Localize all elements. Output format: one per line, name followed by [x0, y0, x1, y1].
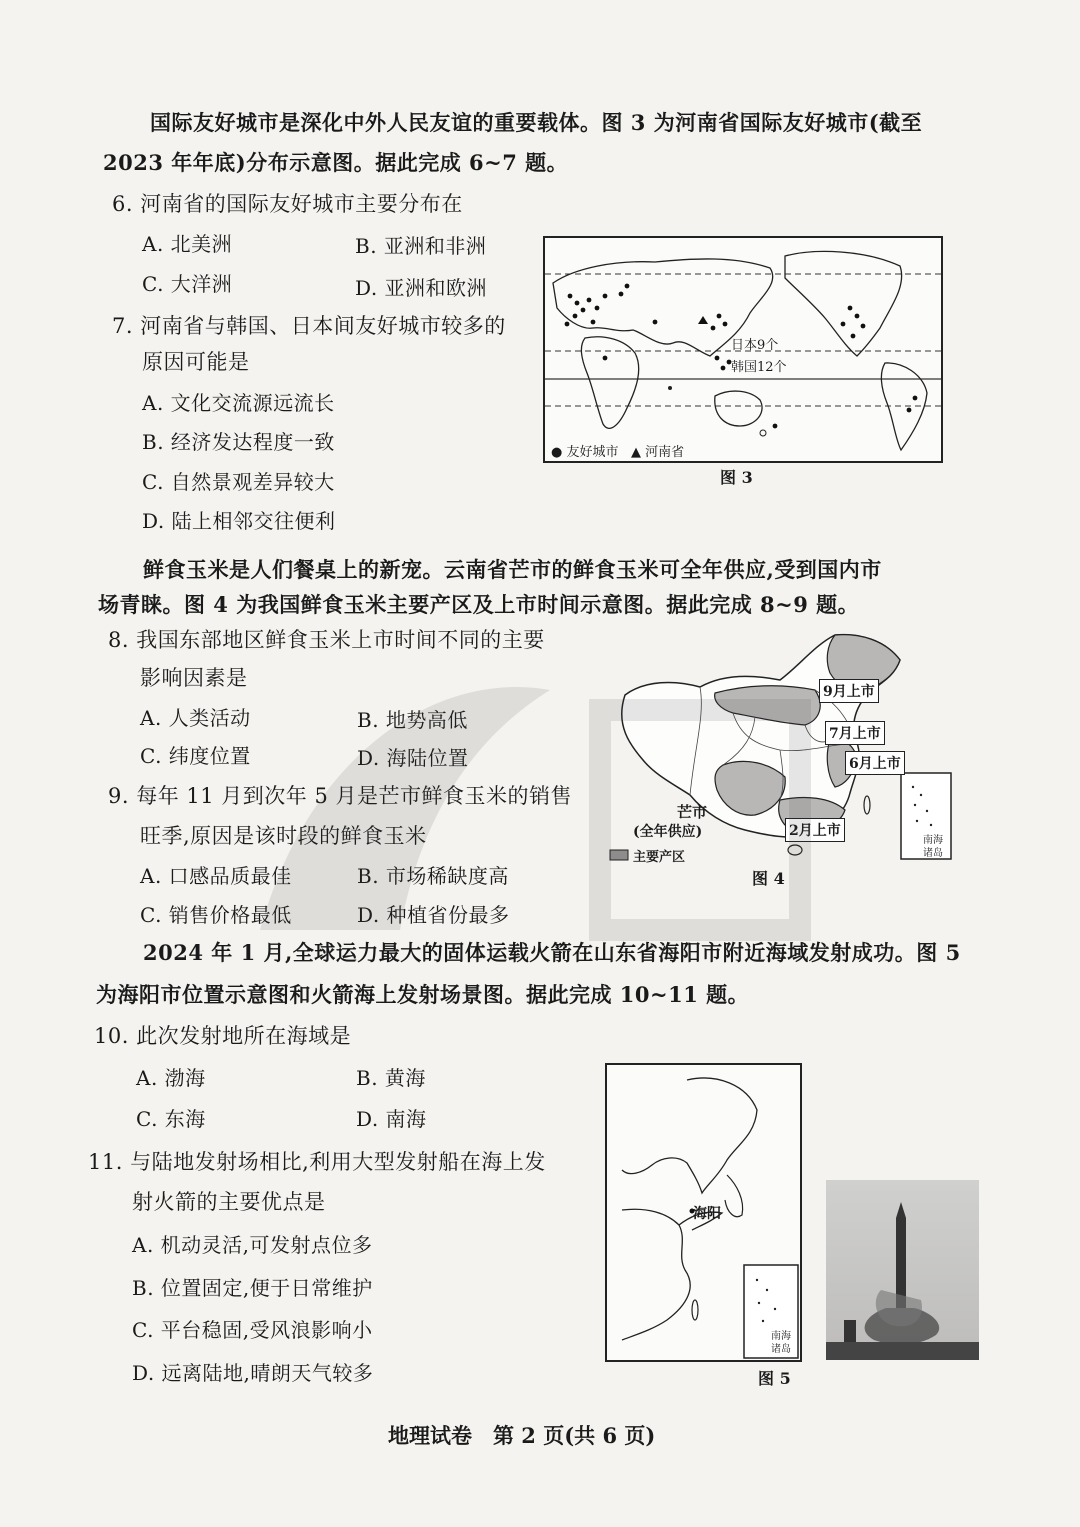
- label-year-round: (全年供应): [633, 824, 703, 840]
- q9-stem-line-1: 9. 每年 11 月到次年 5 月是芒市鲜食玉米的销售: [108, 784, 572, 808]
- q9-option-a[interactable]: A. 口感品质最佳: [140, 864, 292, 888]
- fig5-scs-label-2: 诸岛: [771, 1344, 791, 1355]
- legend-friendly-city: ● 友好城市: [551, 445, 619, 460]
- figure-3-caption: 图 3: [720, 468, 753, 487]
- q11-option-a[interactable]: A. 机动灵活,可发射点位多: [132, 1233, 373, 1257]
- q8-stem-line-1: 8. 我国东部地区鲜食玉米上市时间不同的主要: [108, 628, 545, 652]
- q6-option-b[interactable]: B. 亚洲和非洲: [355, 234, 487, 258]
- intro-3-line-1: 2024 年 1 月,全球运力最大的固体运载火箭在山东省海阳市附近海域发射成功。图 5: [143, 940, 961, 965]
- figure-4-caption: 图 4: [752, 869, 785, 888]
- q9-option-b[interactable]: B. 市场稀缺度高: [357, 864, 509, 888]
- q7-option-d[interactable]: D. 陆上相邻交往便利: [142, 509, 336, 533]
- intro-3-line-2: 为海阳市位置示意图和火箭海上发射场景图。据此完成 10~11 题。: [96, 982, 750, 1007]
- page-footer: 地理试卷 第 2 页(共 6 页): [388, 1423, 656, 1448]
- rocket-launch-photo: [826, 1180, 979, 1360]
- q9-stem-line-2: 旺季,原因是该时段的鲜食玉米: [140, 824, 427, 848]
- q7-stem-line-1: 7. 河南省与韩国、日本间友好城市较多的: [112, 314, 506, 338]
- q8-stem-line-2: 影响因素是: [140, 666, 248, 690]
- figure-3-world-map: [543, 236, 943, 463]
- q6-option-d[interactable]: D. 亚洲和欧洲: [355, 276, 488, 300]
- q10-option-a[interactable]: A. 渤海: [136, 1066, 206, 1090]
- legend-henan-text: 河南省: [645, 445, 685, 460]
- label-haiyang: 海阳: [693, 1206, 721, 1222]
- q10-option-c[interactable]: C. 东海: [136, 1107, 206, 1131]
- legend-main-region: 主要产区: [633, 850, 686, 865]
- q7-option-a[interactable]: A. 文化交流源远流长: [142, 391, 335, 415]
- q11-stem-line-1: 11. 与陆地发射场相比,利用大型发射船在海上发: [88, 1150, 546, 1174]
- figure-5-location-map: [605, 1063, 802, 1362]
- q9-option-d[interactable]: D. 种植省份最多: [357, 903, 510, 927]
- q8-option-c[interactable]: C. 纬度位置: [140, 744, 251, 768]
- q10-stem: 10. 此次发射地所在海域是: [94, 1024, 352, 1048]
- intro-1-line-1: 国际友好城市是深化中外人民友谊的重要载体。图 3 为河南省国际友好城市(截至: [150, 110, 923, 135]
- intro-1-line-2: 2023 年年底)分布示意图。据此完成 6~7 题。: [103, 150, 569, 175]
- q11-option-c[interactable]: C. 平台稳固,受风浪影响小: [132, 1318, 373, 1342]
- q9-option-c[interactable]: C. 销售价格最低: [140, 903, 292, 927]
- q8-option-d[interactable]: D. 海陆位置: [357, 746, 469, 770]
- intro-2-line-2: 场青睐。图 4 为我国鲜食玉米主要产区及上市时间示意图。据此完成 8~9 题。: [98, 592, 860, 617]
- label-jun-market: 6月上市: [845, 751, 905, 775]
- figure-4-china-map: [605, 625, 955, 865]
- intro-2-line-1: 鲜食玉米是人们餐桌上的新宠。云南省芒市的鲜食玉米可全年供应,受到国内市: [143, 557, 882, 582]
- q11-option-d[interactable]: D. 远离陆地,晴朗天气较多: [132, 1361, 374, 1385]
- q7-option-c[interactable]: C. 自然景观差异较大: [142, 470, 335, 494]
- q11-stem-line-2: 射火箭的主要优点是: [132, 1190, 326, 1214]
- scs-label-1: 南海: [923, 835, 943, 846]
- q8-option-a[interactable]: A. 人类活动: [140, 706, 251, 730]
- figure-5-caption: 图 5: [758, 1369, 791, 1388]
- rocket-photo-graphic: [826, 1180, 979, 1360]
- label-jul-market: 7月上市: [825, 721, 885, 745]
- q7-option-b[interactable]: B. 经济发达程度一致: [142, 430, 335, 454]
- scs-label-2: 诸岛: [923, 848, 943, 859]
- q10-option-b[interactable]: B. 黄海: [356, 1066, 426, 1090]
- q7-stem-line-2: 原因可能是: [142, 350, 250, 374]
- legend-henan: ▲ 河南省: [631, 445, 685, 460]
- fig5-scs-label-1: 南海: [771, 1331, 791, 1342]
- japan-count-label: 日本9个: [731, 338, 779, 353]
- label-mangshi: 芒市: [677, 803, 708, 821]
- q8-option-b[interactable]: B. 地势高低: [357, 708, 468, 732]
- q10-option-d[interactable]: D. 南海: [356, 1107, 427, 1131]
- q6-option-a[interactable]: A. 北美洲: [142, 232, 233, 256]
- korea-count-label: 韩国12个: [731, 360, 787, 375]
- q11-option-b[interactable]: B. 位置固定,便于日常维护: [132, 1276, 373, 1300]
- q6-option-c[interactable]: C. 大洋洲: [142, 272, 233, 296]
- legend-friendly-city-text: 友好城市: [566, 445, 619, 460]
- q6-stem: 6. 河南省的国际友好城市主要分布在: [112, 192, 463, 216]
- label-feb-market: 2月上市: [785, 818, 845, 842]
- label-sep-market: 9月上市: [819, 679, 879, 703]
